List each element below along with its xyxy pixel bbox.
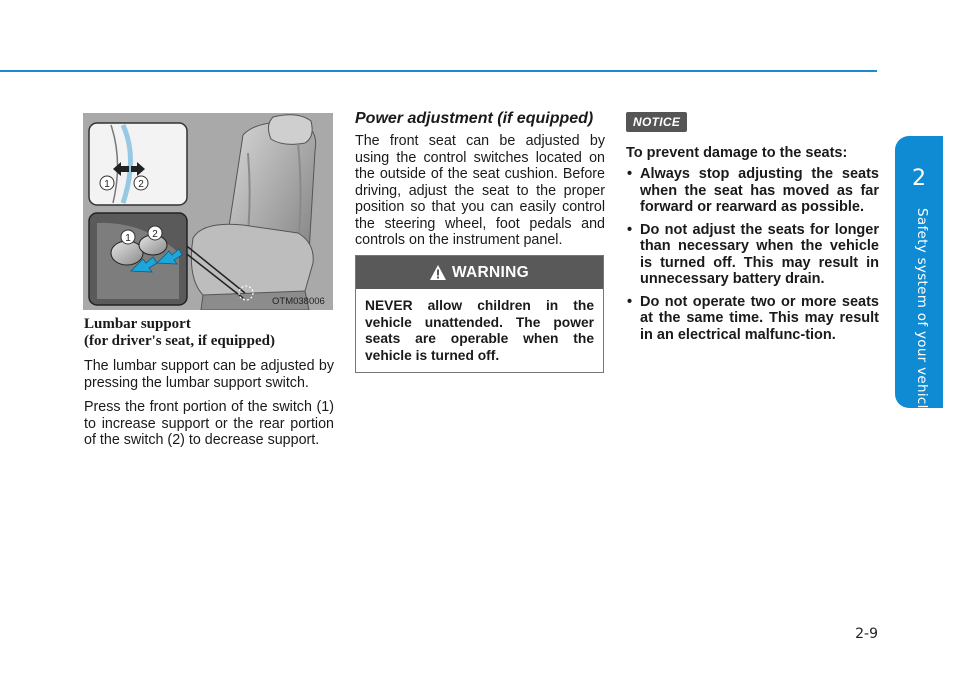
warning-box	[355, 255, 604, 373]
lumbar-heading-line2: (for driver's seat, if equipped)	[84, 333, 275, 349]
list-item: • Do not operate two or more seats at the same time. This may result in an electrical malfunc-tion.	[627, 293, 879, 343]
notice-badge: NOTICE	[626, 112, 687, 132]
header-rule	[0, 70, 877, 72]
warning-triangle-icon	[430, 265, 446, 280]
inset-label-1: 1	[125, 233, 131, 244]
notice-section	[626, 112, 879, 349]
seat-drawing	[83, 113, 333, 310]
lumbar-heading-line1: Lumbar support	[84, 316, 191, 332]
notice-title: To prevent damage to the seats:	[626, 145, 848, 161]
power-paragraph: The front seat can be adjusted by using the control switches located on the outside of the seat cushion. Before driving, adjust the seat to the proper position so that you can easily control the steering wheel, foot pedals and controls on the instrument panel.	[355, 133, 605, 248]
chapter-title: Safety system of your vehicle	[914, 208, 930, 418]
figure-code: OTM038006	[272, 296, 325, 307]
warning-label: WARNING	[451, 263, 529, 281]
lumbar-support-section	[84, 316, 334, 449]
list-item: • Always stop adjusting the seats when the seat has moved as far forward or rearward as possible.	[627, 166, 879, 215]
lumbar-paragraph-1: The lumbar support can be adjusted by pressing the lumbar support switch.	[84, 358, 334, 391]
notice-list	[626, 166, 879, 343]
inset-label-2: 2	[152, 229, 158, 240]
page-number: 2-9	[855, 626, 878, 642]
warning-header	[356, 256, 603, 289]
power-heading: Power adjustment (if equipped)	[355, 110, 594, 127]
power-adjustment-section	[355, 109, 605, 249]
warning-text: NEVER allow children in the vehicle unattended. The power seats are operable when the vehicle is turned off.	[365, 298, 594, 363]
lumbar-paragraph-2: Press the front portion of the switch (1) to increase support or the rear portion of the switch (2) to decrease support.	[84, 399, 334, 448]
chapter-tab	[895, 136, 943, 418]
lumbar-heading	[84, 316, 334, 350]
seat-illustration	[83, 113, 333, 310]
figure-label-1: 1	[104, 179, 110, 190]
figure-label-2: 2	[138, 179, 144, 190]
list-item: • Do not adjust the seats for longer than necessary when the vehicle is turned off. This may result in unnecessary battery drain.	[627, 221, 879, 287]
chapter-number: 2	[912, 166, 926, 191]
